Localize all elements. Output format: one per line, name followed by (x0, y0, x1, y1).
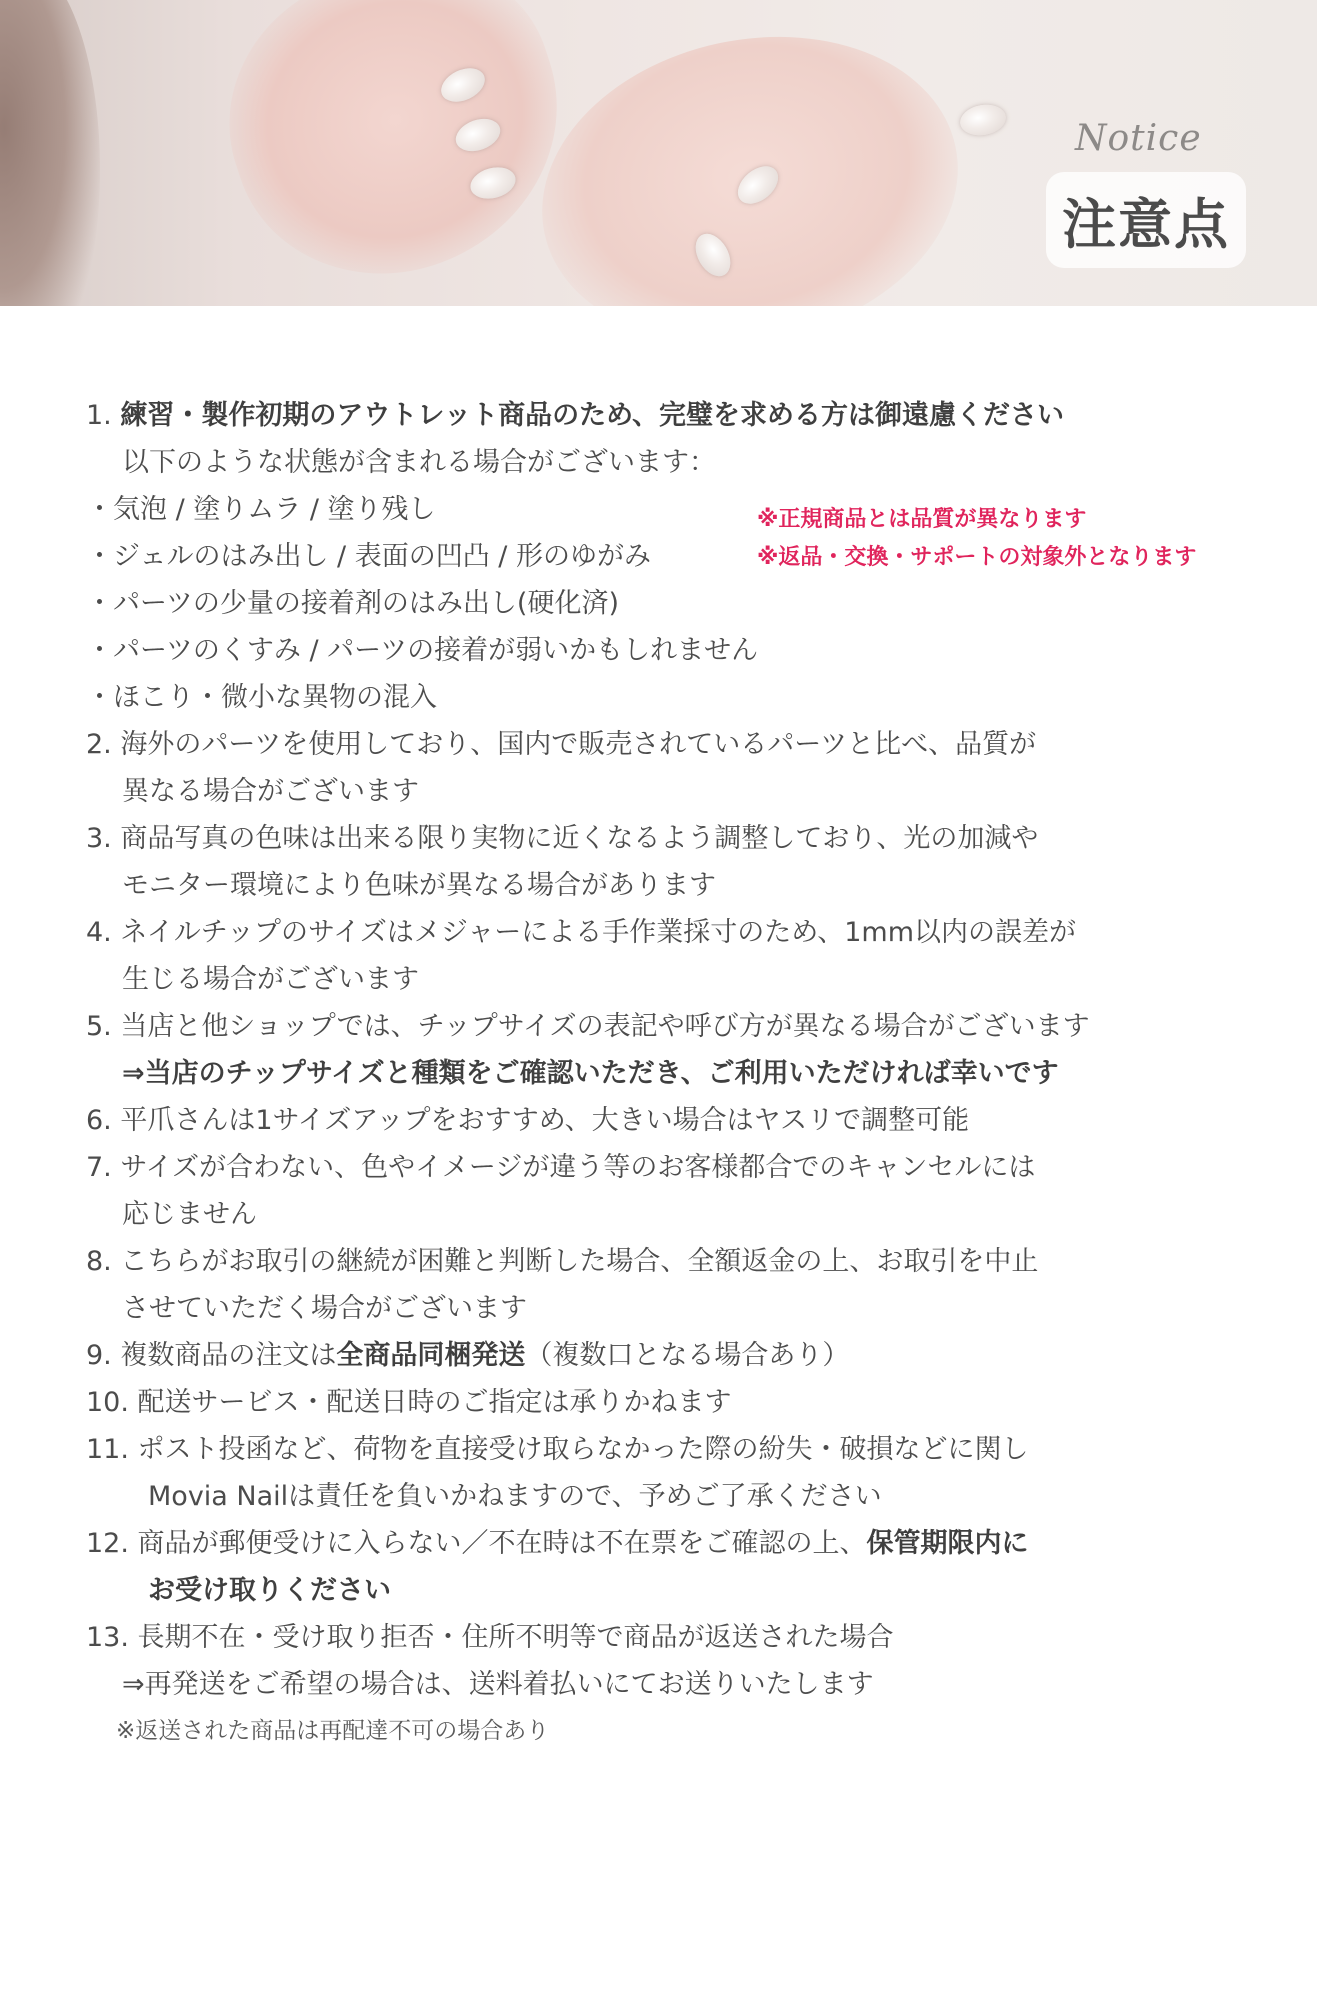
warning-notes (757, 501, 1196, 577)
item-text-bold: 練習・製作初期のアウトレット商品のため、完璧を求める方は御遠慮ください (120, 400, 1064, 431)
list-item: 2. 海外のパーツを使用しており、国内で販売されているパーツと比べ、品質が (86, 729, 1037, 760)
bullet-item: ・パーツのくすみ / パーツの接着が弱いかもしれません (86, 635, 759, 666)
list-item-continuation: モニター環境により色味が異なる場合があります (122, 870, 716, 901)
item-text-bold: 全商品同梱発送 (336, 1340, 526, 1371)
list-item (86, 392, 1286, 439)
hand-image-left (192, 0, 599, 306)
item-number: 1. (86, 400, 121, 431)
header-banner (0, 0, 1317, 306)
notice-word: Notice (1075, 118, 1202, 159)
notice-list (86, 392, 1286, 1755)
title-box (1046, 172, 1246, 268)
list-item: 10. 配送サービス・配送日時のご指定は承りかねます (86, 1387, 732, 1418)
page-title: 注意点 (1062, 192, 1230, 256)
item-text-bold: ⇒当店のチップサイズと種類をご確認いただき、ご利用いただければ幸いです (122, 1058, 1059, 1089)
list-item-continuation: 生じる場合がございます (122, 964, 419, 995)
list-item-sub: 以下のような状態が含まれる場合がございます： (122, 447, 716, 478)
bullet-item: ・気泡 / 塗りムラ / 塗り残し (86, 494, 436, 525)
list-item: 13. 長期不在・受け取り拒否・住所不明等で商品が返送された場合 (86, 1622, 894, 1653)
list-item: 8. こちらがお取引の継続が困難と判断した場合、全額返金の上、お取引を中止 (86, 1246, 1039, 1277)
nail-image (958, 101, 1009, 139)
item-text-bold: お受け取りください (148, 1575, 391, 1606)
item-text: 12. 商品が郵便受けに入らない／不在時は不在票をご確認の上、 (86, 1528, 867, 1559)
list-item-continuation (86, 1567, 1286, 1614)
hair-image (0, 0, 100, 306)
list-item: 3. 商品写真の色味は出来る限り実物に近くなるよう調整しており、光の加減や (86, 823, 1039, 854)
list-item: 11. ポスト投函など、荷物を直接受け取らなかった際の紛失・破損などに関し (86, 1434, 1029, 1465)
warning-note: ※返品・交換・サポートの対象外となります (757, 545, 1197, 570)
bullet-item: ・ジェルのはみ出し / 表面の凹凸 / 形のゆがみ (86, 541, 651, 572)
item-text: 9. 複数商品の注文は (86, 1340, 337, 1371)
list-item (86, 1332, 1286, 1379)
item-text-bold: 保管期限内に (866, 1528, 1029, 1559)
list-item: 7. サイズが合わない、色やイメージが違う等のお客様都合でのキャンセルには (86, 1152, 1036, 1183)
bullet-item: ・ほこり・微小な異物の混入 (86, 682, 437, 713)
hand-image-right (513, 0, 986, 306)
list-item-continuation: Movia Nailは責任を負いかねますので、予めご了承ください (148, 1481, 882, 1512)
list-item-continuation (86, 1050, 1286, 1097)
list-item (86, 1520, 1286, 1567)
list-item: 6. 平爪さんは1サイズアップをおすすめ、大きい場合はヤスリで調整可能 (86, 1105, 970, 1136)
item-text: （複数口となる場合あり） (525, 1340, 850, 1371)
footnote: ※返送された商品は再配達不可の場合あり (116, 1718, 550, 1744)
list-item: 5. 当店と他ショップでは、チップサイズの表記や呼び方が異なる場合がございます (86, 1011, 1090, 1042)
list-item-continuation: 異なる場合がございます (122, 776, 419, 807)
list-item-continuation: ⇒再発送をご希望の場合は、送料着払いにてお送りいたします (122, 1669, 874, 1700)
list-item: 4. ネイルチップのサイズはメジャーによる手作業採寸のため、1mm以内の誤差が (86, 917, 1076, 948)
list-item-continuation: 応じません (122, 1199, 257, 1230)
bullet-item: ・パーツの少量の接着剤のはみ出し(硬化済) (86, 588, 619, 619)
warning-note: ※正規商品とは品質が異なります (757, 507, 1087, 532)
list-item-continuation: させていただく場合がございます (122, 1293, 527, 1324)
